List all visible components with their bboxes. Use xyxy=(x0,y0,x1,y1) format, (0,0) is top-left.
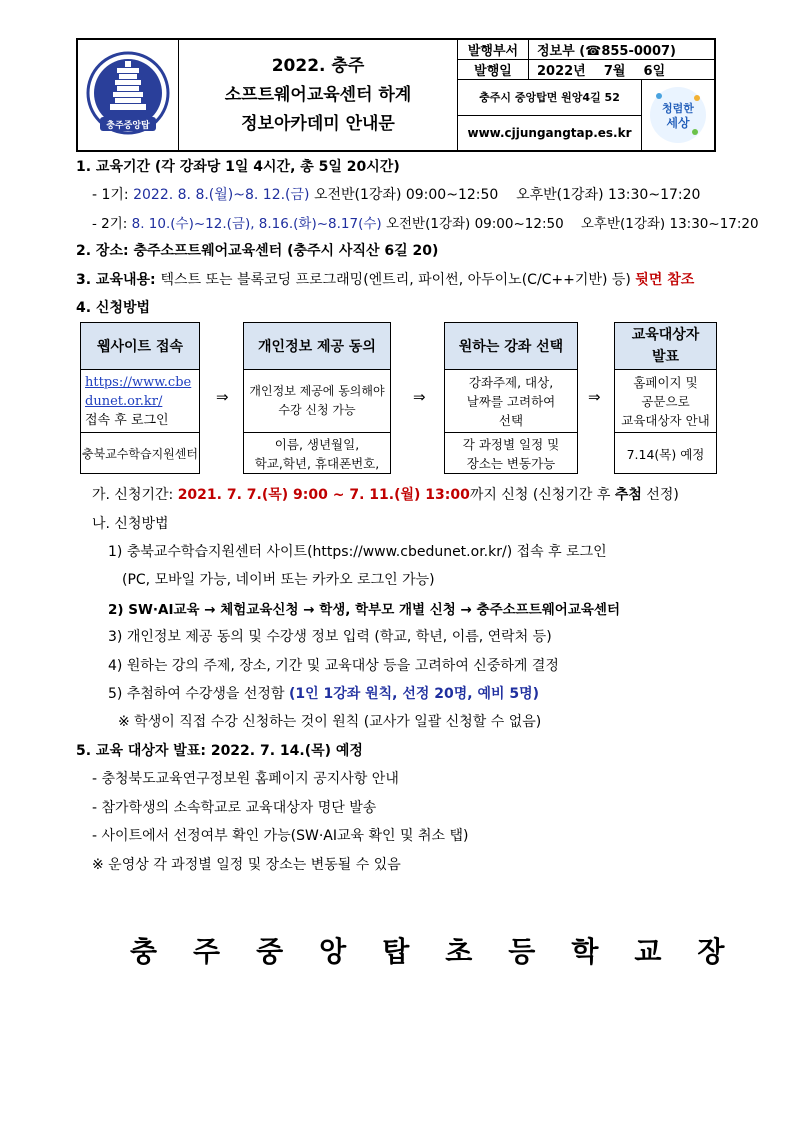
flow-head: 웹사이트 접속 xyxy=(81,323,199,370)
flow-cell: https://www.cbe dunet.or.kr/ 접속 후 로그인 xyxy=(81,370,199,433)
date-row xyxy=(458,60,714,80)
flow-step-website xyxy=(80,322,200,474)
principal-signature: 충주중앙탑초등학교장 xyxy=(130,935,761,968)
flow-arrow: ⇒ xyxy=(588,388,601,406)
school-logo-cell xyxy=(78,40,179,150)
step-5-text: 5) 추첨하여 수강생을 선정함 xyxy=(108,686,289,702)
flow-head: 원하는 강좌 선택 xyxy=(445,323,577,370)
section-5-title: 5. 교육 대상자 발표: 2022. 7. 14.(목) 예정 xyxy=(76,743,363,759)
school-address: 충주시 중앙탑면 원앙4길 52 xyxy=(479,91,620,105)
period-post: 선정) xyxy=(641,487,679,503)
flow-arrow: ⇒ xyxy=(216,388,229,406)
svg-text:청렴한: 청렴한 xyxy=(662,102,694,115)
flow-cell: 충북교수학습지원센터 xyxy=(82,446,198,461)
announce-item-2: - 참가학생의 소속학교로 교육대상자 명단 발송 xyxy=(92,800,377,816)
flow-head: 교육대상자 발표 xyxy=(615,323,716,370)
date-label: 발행일 xyxy=(458,60,529,79)
flow-cell: 7.14(목) 예정 xyxy=(626,446,705,462)
term-1 xyxy=(92,184,700,204)
slogan-cell xyxy=(642,80,714,150)
term-1-dates: 2022. 8. 8.(월)~8. 12.(금) xyxy=(133,187,310,203)
date-value: 2022년 7월 6일 xyxy=(537,64,666,79)
section-3-label: 3. 교육내용: xyxy=(76,272,161,288)
flow-step-announce xyxy=(614,322,717,474)
section-3 xyxy=(76,269,694,289)
publish-info xyxy=(458,40,714,150)
dept-value: 정보부 (☎855-0007) xyxy=(537,44,676,59)
address-block xyxy=(458,80,642,150)
contact-block xyxy=(458,80,714,150)
step-5-highlight: (1인 1강좌 원칙, 선정 20명, 예비 5명) xyxy=(288,686,540,702)
announce-item-1: - 충청북도교육연구정보원 홈페이지 공지사항 안내 xyxy=(92,771,399,787)
announce-item-3: - 사이트에서 선정여부 확인 가능(SW·AI교육 확인 및 취소 탭) xyxy=(92,828,469,844)
section-3-text: 텍스트 또는 블록코딩 프로그래밍(엔트리, 파이썬, 아두이노(C/C++기반) 등) xyxy=(160,272,636,288)
flow-step-consent xyxy=(243,322,391,474)
flow-link[interactable]: https://www.cbe dunet.or.kr/ xyxy=(85,374,192,409)
term-2 xyxy=(92,212,759,232)
flow-head: 개인정보 제공 동의 xyxy=(244,323,390,370)
period-label: 가. 신청기간: xyxy=(92,487,178,503)
section-1-title: 1. 교육기간 (각 강좌당 1일 4시간, 총 5일 20시간) xyxy=(76,159,400,175)
section-2-title: 2. 장소: 충주소프트웨어교육센터 (충주시 사직산 6길 20) xyxy=(76,243,439,259)
application-note: ※ 학생이 직접 수강 신청하는 것이 원칙 (교사가 일괄 신청할 수 없음) xyxy=(118,714,542,730)
step-1-note: (PC, 모바일 가능, 네이버 또는 카카오 로그인 가능) xyxy=(122,572,435,588)
application-period xyxy=(92,484,679,504)
title-cell xyxy=(179,40,458,150)
school-website[interactable]: www.cjjungangtap.es.kr xyxy=(458,115,641,151)
flow-step-select xyxy=(444,322,578,474)
term-2-times: 오전반(1강좌) 09:00~12:50 오후반(1강좌) 13:30~17:20 xyxy=(381,216,759,232)
flow-cell: 강좌주제, 대상, 날짜를 고려하여 선택 xyxy=(445,370,577,433)
step-1: 1) 충북교수학습지원센터 사이트(https://www.cbedunet.or.kr/) 접속 후 로그인 xyxy=(108,544,607,560)
logo-text: 충주중앙탑 xyxy=(106,121,150,131)
title-line-3: 정보아카데미 안내문 xyxy=(241,113,395,134)
term-1-times: 오전반(1강좌) 09:00~12:50 오후반(1강좌) 13:30~17:20 xyxy=(309,187,701,203)
dept-label: 발행부서 xyxy=(458,40,529,59)
step-2: 2) SW·AI교육 → 체험교육신청 → 학생, 학부모 개별 신청 → 충주소프트웨어교육센터 xyxy=(108,602,620,618)
slogan-logo xyxy=(647,84,709,146)
section-4-title: 4. 신청방법 xyxy=(76,300,151,316)
svg-text:세상: 세상 xyxy=(666,116,690,130)
step-5 xyxy=(108,683,539,703)
section-3-ref: 뒷면 참조 xyxy=(635,272,695,288)
term-2-dates: 8. 10.(수)~12.(금), 8.16.(화)~8.17(수) xyxy=(131,216,382,232)
step-4: 4) 원하는 강의 주제, 장소, 기간 및 교육대상 등을 고려하여 신중하게 결정 xyxy=(108,658,559,674)
document-header xyxy=(76,38,716,152)
flow-cell: 각 과정별 일정 및 장소는 변동가능 xyxy=(462,437,560,471)
flow-arrow: ⇒ xyxy=(413,388,426,406)
flow-cell: 홈페이지 및 공문으로 교육대상자 안내 xyxy=(615,370,716,433)
method-title: 나. 신청방법 xyxy=(92,516,169,532)
title-line-1: 2022. 충주 xyxy=(271,55,365,76)
term-1-label: - 1기: xyxy=(92,187,134,203)
flow-cell: 이름, 생년월일, 학교,학년, 휴대폰번호, xyxy=(254,437,380,471)
flow-cell: 개인정보 제공에 동의해야 수강 신청 가능 xyxy=(244,370,390,433)
term-2-label: - 2기: xyxy=(92,216,132,232)
title-line-2: 소프트웨어교육센터 하계 xyxy=(224,84,412,105)
period-lottery: 추첨 xyxy=(614,487,642,503)
school-logo xyxy=(86,49,170,141)
announce-note: ※ 운영상 각 과정별 일정 및 장소는 변동될 수 있음 xyxy=(92,857,401,873)
period-mid: 까지 신청 (신청기간 후 xyxy=(469,487,615,503)
period-dates: 2021. 7. 7.(목) 9:00 ~ 7. 11.(월) 13:00 xyxy=(177,487,470,503)
step-3: 3) 개인정보 제공 동의 및 수강생 정보 입력 (학교, 학년, 이름, 연락처 등) xyxy=(108,629,552,645)
dept-row xyxy=(458,40,714,60)
